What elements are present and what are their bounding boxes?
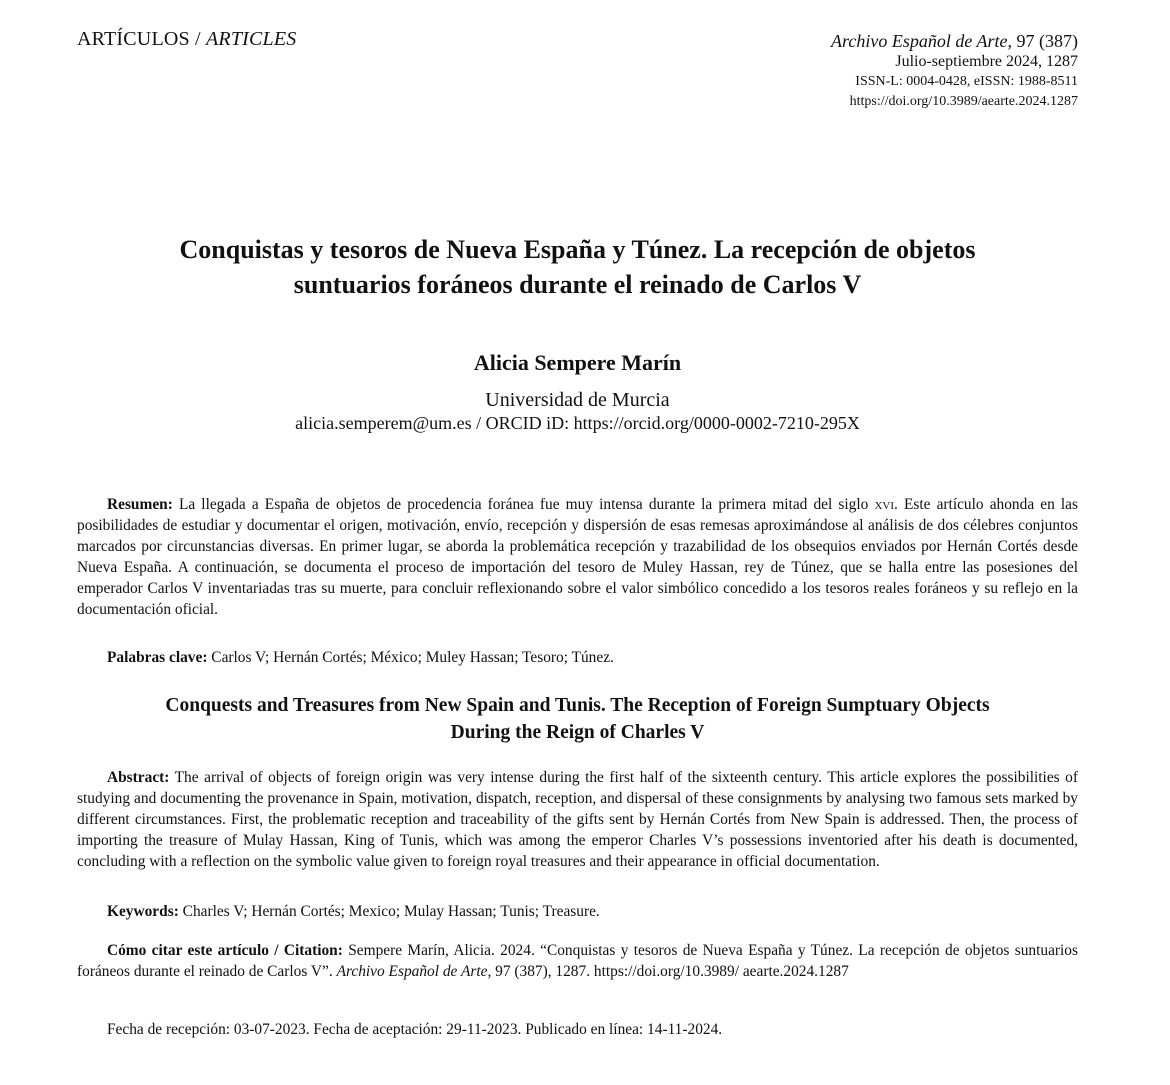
keywords-paragraph [77, 901, 1078, 922]
abstract-text: The arrival of objects of foreign origin was very intense during the first half of the sixteenth century. This article explores the possibilities of studying and documenting the provenance in Spain, motivation, dispatch, reception, and dispersal of these consignments by analysing two famous sets marked by different circumstances. First, the problematic reception and traceability of the gifts sent by Hernán Cortés from New Spain is addressed. Then, the process of importing the treasure of Mulay Hassan, King of Tunis, which was among the emperor Charles V’s possessions inventoried after his death is documented, concluding with a reflection on the symbolic value given to foreign royal treasures and their appearance in official documentation. [77, 769, 1078, 870]
english-title [80, 692, 1075, 746]
article-title-line-1: Conquistas y tesoros de Nueva España y Túnez. La recepción de objetos [179, 235, 976, 264]
resumen-label: Resumen: [107, 496, 173, 513]
author-name: Alicia Sempere Marín [473, 350, 682, 375]
resumen-text-b: . Este artículo ahonda en las posibilidades de estudiar y documentar el origen, motivación, envío, recepción y dispersión de esas remesas aproximándose al análisis de dos célebres conjuntos marcados por circunstancias diversas. En primer lugar, se aborda la problemática recepción y trazabilidad de los obsequios enviados por Hernán Cortés desde Nueva España. A continuación, se documenta el proceso de importación del tesoro de Muley Hassan, rey de Túnez, que se halla entre las posesiones del emperador Carlos V inventariadas tras su muerte, para concluir reflexionando sobre el valor simbólico concedido a los tesoros reales foráneos y su reflejo en la documentación oficial. [77, 496, 1079, 618]
article-title [80, 232, 1075, 302]
abstract-paragraph [77, 767, 1078, 872]
citation-label: Cómo citar este artículo / Citation: [107, 942, 343, 959]
issn: ISSN-L: 0004-0428, eISSN: 1988-8511 [855, 74, 1078, 89]
citation-text-a: Sempere Marín, Alicia. 2024. “Conquistas y tesoros de Nueva España y Túnez. La recepción de objetos suntuarios foráneos durante el reinado de Carlos V”. [77, 942, 1078, 980]
resumen-century: xvi [874, 496, 895, 513]
journal-volume: 97 (387) [1012, 31, 1078, 51]
resumen-paragraph [77, 494, 1078, 620]
author-affiliation: Universidad de Murcia [485, 389, 670, 411]
journal-line [831, 30, 1078, 52]
palabras-clave-text: Carlos V; Hernán Cortés; México; Muley Hassan; Tesoro; Túnez. [207, 649, 614, 666]
citation-journal: Archivo Español de Arte, [336, 963, 492, 980]
english-title-line-1: Conquests and Treasures from New Spain and Tunis. The Reception of Foreign Sumptuary Objects [165, 695, 990, 716]
author-contact[interactable]: alicia.semperem@um.es / ORCID iD: https://orcid.org/0000-0002-7210-295X [295, 413, 860, 433]
journal-info [831, 30, 1078, 112]
section-label-es: ARTÍCULOS / [77, 28, 206, 50]
article-title-line-2: suntuarios foráneos durante el reinado de Carlos V [293, 270, 862, 299]
section-label [77, 28, 296, 51]
journal-name: Archivo Español de Arte, [831, 31, 1012, 51]
citation-text-b: 97 (387), 1287. https://doi.org/10.3989/ aearte.2024.1287 [491, 963, 849, 980]
doi-link[interactable]: https://doi.org/10.3989/aearte.2024.1287 [849, 94, 1078, 109]
abstract-label: Abstract: [107, 769, 170, 786]
issue-date: Julio-septiembre 2024, 1287 [895, 53, 1078, 70]
publication-dates: Fecha de recepción: 03-07-2023. Fecha de aceptación: 29-11-2023. Publicado en línea: 14-11-2024. [107, 1021, 723, 1038]
palabras-clave-label: Palabras clave: [107, 649, 208, 666]
keywords-text: Charles V; Hernán Cortés; Mexico; Mulay Hassan; Tunis; Treasure. [178, 903, 600, 920]
citation-paragraph [77, 940, 1078, 982]
section-label-en: ARTICLES [205, 28, 297, 50]
palabras-clave-paragraph [77, 647, 1078, 668]
english-title-line-2: During the Reign of Charles V [450, 722, 705, 743]
resumen-text-a: La llegada a España de objetos de procedencia foránea fue muy intensa durante la primera mitad del siglo [172, 496, 875, 513]
keywords-label: Keywords: [107, 903, 179, 920]
